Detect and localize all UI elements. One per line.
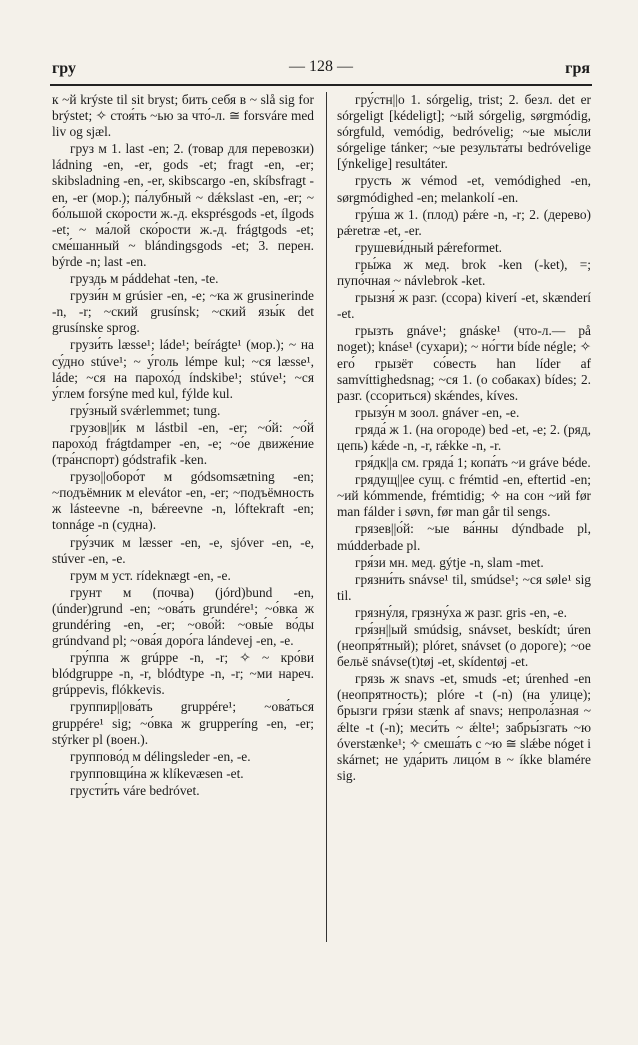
dictionary-entry: гря́дк||а см. гряда́ 1; копа́ть ~и gráve béde. <box>355 455 591 471</box>
dictionary-entry: грусти́ть váre bedróvet. <box>70 782 200 798</box>
dictionary-entry: группир||ова́ть gruppére¹; ~ова́ться gruppére¹ sig; ~о́вка ж grupperíng -en, -er; stýrker pl (воен.). <box>52 699 314 747</box>
dictionary-entry: груздь м páddehat -ten, -te. <box>70 271 219 287</box>
header-guide-word-left: гру <box>52 60 76 77</box>
dictionary-entry: грызня́ ж разг. (ссора) kiverí -et, skænderí -et. <box>337 290 591 322</box>
dictionary-entry: груз м 1. last -en; 2. (товар для перевозки) ládning -en, -er, gods -et; fragt -en, -er; skibsladning -en, -er, skibscargo -en, skíbsfragt -en, -er (мор.); па́лубный ~ dǽkslast -en, -er; ~ бо́льшой ско́рости ж.-д. eksprésgods -et, ílgods -et; ~ ма́лой ско́рости ж.-д. frágtgods -et; сме́шанный ~ blándingsgods -et; 3. перен. býrde -n; last -en. <box>52 141 314 269</box>
dictionary-entry: гру́ппа ж grúppe -n, -r; ✧ ~ кро́ви blódgruppe -n, -r, blódtype -n, -r; ~ми нареч. grúppevis, flókkevis. <box>52 650 314 698</box>
page-number: — 128 — <box>289 58 353 75</box>
dictionary-entry: к ~й krýste til sit bryst; бить себя в ~ slå sig for brýstet; ✧ стоя́ть ~ью за что́-л. ≅ forsváre med liv og sjæl. <box>52 92 314 140</box>
dictionary-entry: грязну́ля, грязну́ха ж разг. gris -en, -e. <box>355 604 567 620</box>
dictionary-entry: грусть ж vémod -et, vemódighed -en, sørgmódighed -en; melankolí -en. <box>337 173 591 205</box>
dictionary-entry: грузи́ть læsse¹; láde¹; beírágte¹ (мор.); ~ на су́дно stúve¹; ~ у́голь lémpe kul; ~ся læsse¹, láde; ~ся на парохо́д índskibe¹; stúve¹; ~ся у́глем forsýne med kul, fýlde kul. <box>52 337 314 401</box>
dictionary-entry: гру́ша ж 1. (плод) pǽre -n, -r; 2. (дерево) pǽretræ -et, -er. <box>337 206 591 238</box>
dictionary-entry: грызть gnáve¹; gnáske¹ (что-л.— på noget); knáse¹ (сухари); ~ но́гти bíde négle; ✧ его́ грызёт со́весть han líder af samvíttighedsnag; ~ся 1. (о собаках) bídes; 2. разг. (ссориться) skǽndes, kíves. <box>337 323 591 403</box>
dictionary-entry: гря́зн||ый smúdsig, snávset, beskídt; úren (неопря́тный); plóret, snávset (о дороге); ~ое бельё snávse(t)tøj -et, skídentøj -et. <box>337 622 591 670</box>
dictionary-entry: группово́д м délingsleder -en, -e. <box>70 748 251 764</box>
right-column <box>337 92 591 942</box>
dictionary-entry: грузи́н м grúsier -en, -e; ~ка ж grusinerinde -n, -r; ~ский grusínsk; ~ский язы́к det grusínske sprog. <box>52 288 314 336</box>
dictionary-entry: грядущ||ее сущ. с frémtid -en, eftertid -en; ~ий kómmende, frémtidig; ✧ на сон ~ий før man fálder i søvn, før man går til sengs. <box>337 472 591 520</box>
dictionary-entry: грязни́ть snávse¹ til, smúdse¹; ~ся søle¹ sig til. <box>337 571 591 603</box>
dictionary-entry: гряда́ ж 1. (на огороде) bed -et, -e; 2. (ряд, цепь) kǽde -n, -r, rǽkke -n, -r. <box>337 421 591 453</box>
dictionary-entry: гру́зный svǽrlemmet; tung. <box>70 402 221 418</box>
header-guide-word-right: гря <box>565 60 590 77</box>
dictionary-entry: грызу́н м зоол. gnáver -en, -e. <box>355 404 520 420</box>
dictionary-entry: гру́зчик м læsser -en, -e, sjóver -en, -e, stúver -en, -e. <box>52 534 314 566</box>
dictionary-entry: гры́жа ж мед. brok -ken (-ket), =; пупо́чная ~ návlebrok -ket. <box>337 256 591 289</box>
dictionary-entry: грузо||оборо́т м gódsomsætning -en; ~подъёмник м elevátor -en, -er; ~подъёмность ж lásteevne -n, bǽreevne -n, lóftekraft -en; tonnáge -n (судна). <box>52 469 314 533</box>
column-divider <box>326 92 327 942</box>
dictionary-entry: грушеви́дный pǽreformet. <box>355 239 503 255</box>
dictionary-entry: грязев||о́й: ~ые ва́нны dýndbade pl, múdderbade pl. <box>337 521 591 553</box>
dictionary-entry: гру́стн||о 1. sórgelig, trist; 2. безл. det er sórgeligt [kédeligt]; ~ый sórgelig, sørgmódig, sórgfuld, vemódig, bedróvelig; ~ые мы́сли sórgelige tánker; ~ые результа́ты bedróvelige [ýnkelige] resultáter. <box>337 92 591 172</box>
dictionary-entry: грунт м (почва) (jórd)bund -en, (únder)grund -en; ~ова́ть grundére¹; ~о́вка ж grundéring -en, -er; ~ово́й: ~овы́е во́ды grúndvand pl; ~ова́я доро́га lándevej -en, -e. <box>52 584 314 649</box>
dictionary-entry: грузов||и́к м lástbil -en, -er; ~о́й: ~о́й парохо́д frágtdamper -en, -e; ~о́е движе́ние (тра́нспорт) gódstrafik -ken. <box>52 419 314 468</box>
dictionary-entry: грязь ж snavs -et, smuds -et; úrenhed -en (неопрятность); plóre -t (-n) (на улице); брызги гря́зи stænk af snavs; непрола́зная ~ ǽlte -t (-n); меси́ть ~ ǽlte¹; забры́згать ~ю óverstænke¹; ✧ смеша́ть с ~ю ≅ slǽbe nóget i skárnet; не уда́рить лицо́м в ~ íkke blamére sig. <box>337 671 591 783</box>
dictionary-entry: грум м уст. rídeknægt -en, -e. <box>70 567 231 583</box>
dictionary-entry: групповщи́на ж klíkevæsen -et. <box>70 765 244 781</box>
page-header <box>52 58 590 80</box>
dictionary-entry: гря́зи мн. мед. gýtje -n, slam -met. <box>355 554 544 570</box>
header-rule <box>50 84 592 86</box>
left-column <box>52 92 314 942</box>
